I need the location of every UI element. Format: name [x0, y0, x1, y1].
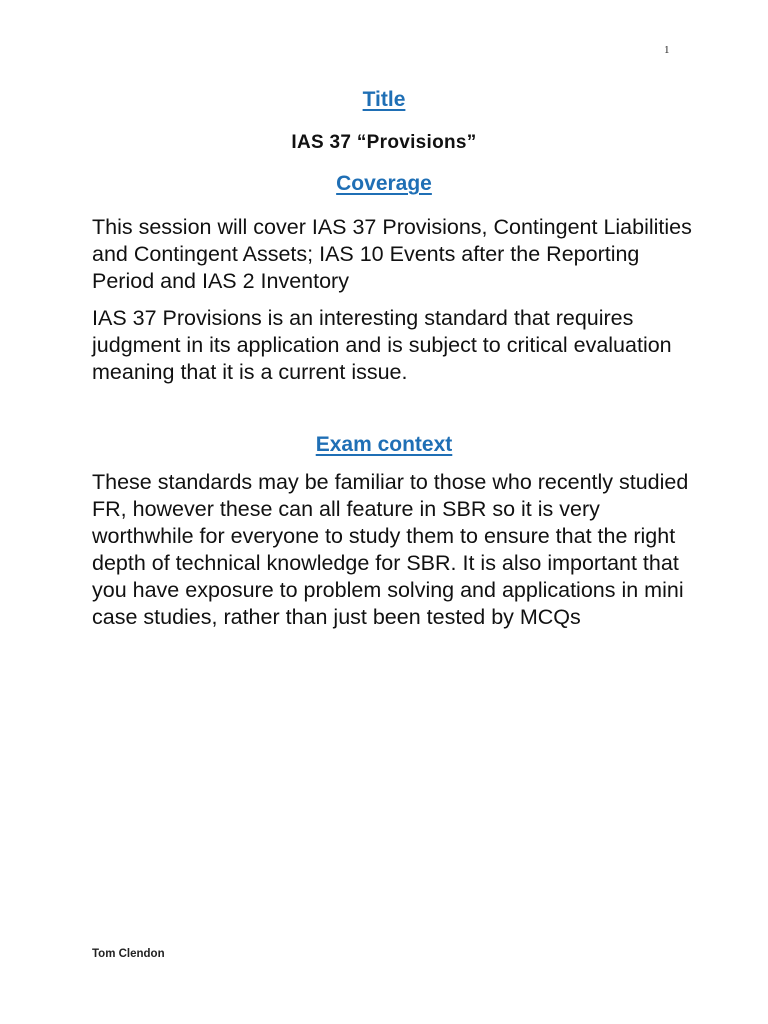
document-title: IAS 37 “Provisions” [291, 132, 477, 153]
footer-author: Tom Clendon [92, 948, 165, 960]
exam-context-paragraph: These standards may be familiar to those who recently studied FR, however these can all feature in SBR so it is very worthwhile for everyone to study them to ensure that the right depth of technical knowledge for SBR. It is also important that you have exposure to problem solving and applications in mini case studies, rather than just been tested by MCQs [92, 470, 689, 629]
coverage-paragraph-2: IAS 37 Provisions is an interesting standard that requires judgment in its application and is subject to critical evaluation meaning that it is a current issue. [92, 306, 672, 384]
page-number: 1 [664, 44, 670, 56]
coverage-heading: Coverage [336, 172, 432, 195]
exam-context-heading: Exam context [315, 433, 453, 456]
coverage-paragraph-1: This session will cover IAS 37 Provisions, Contingent Liabilities and Contingent Assets; IAS 10 Events after the Reporting Period and IAS 2 Inventory [92, 215, 692, 293]
title-heading: Title [362, 88, 406, 111]
